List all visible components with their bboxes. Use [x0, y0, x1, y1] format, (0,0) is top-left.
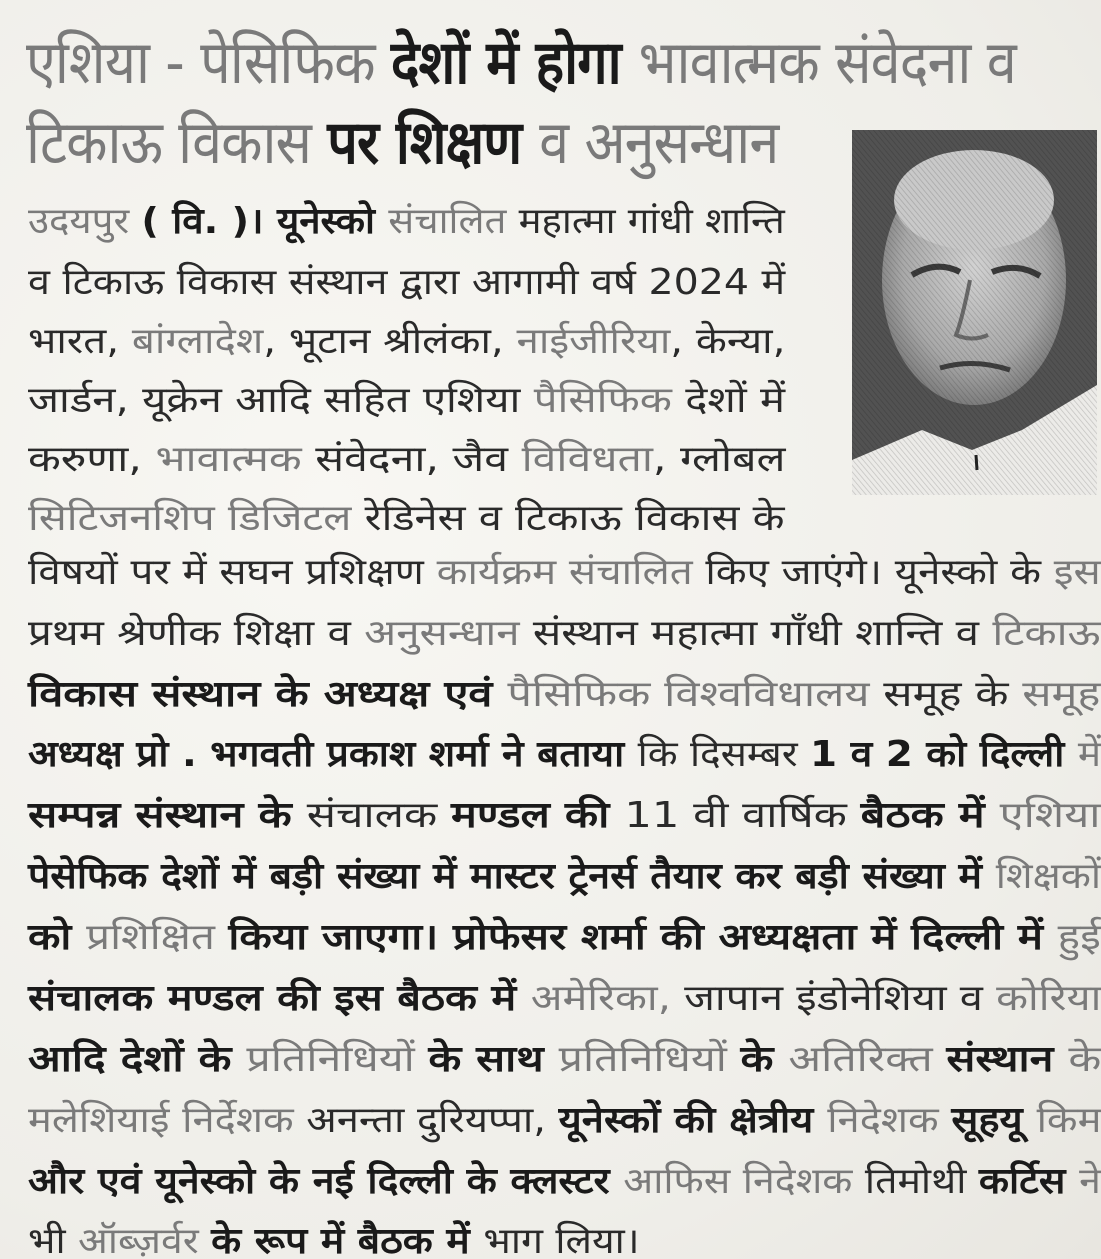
text-run: टिकाऊ विकास — [26, 108, 328, 178]
text-run: महात्मा गांधी शान्ति — [518, 201, 785, 242]
headline-line-1 — [26, 28, 1016, 98]
article-line — [28, 977, 1101, 1021]
text-run: विविधता — [521, 439, 653, 480]
text-run: पैसिफिक विश्वविधालय — [507, 674, 884, 715]
article-line — [28, 551, 1101, 595]
article-line — [28, 497, 784, 541]
text-run: भावात्मक संवेदना व — [638, 28, 1016, 98]
article-line — [28, 855, 1101, 899]
portrait-photo — [852, 130, 1097, 495]
text-run: भाग लिया। — [483, 1221, 640, 1259]
portrait-image — [852, 130, 1097, 495]
article-line — [28, 379, 785, 423]
text-run: किम — [1036, 1100, 1101, 1141]
text-run: , केन्या, — [670, 321, 786, 362]
article-line — [28, 673, 1100, 717]
text-run: भी — [28, 1221, 78, 1259]
text-run: ऑब्ज़र्वर — [77, 1221, 212, 1259]
text-run: आफिस निदेशक — [623, 1161, 865, 1202]
text-run: संचालित — [388, 201, 519, 242]
text-run: शिक्षकों — [995, 856, 1101, 897]
text-run: मण्डल की — [450, 795, 625, 836]
article-line — [28, 1220, 640, 1259]
text-run: समूह के — [883, 674, 1023, 715]
text-run: सूहयू — [951, 1100, 1037, 1141]
text-run: निदेशक — [827, 1100, 952, 1141]
text-run: के — [740, 1039, 789, 1080]
text-run: अध्यक्ष प्रो . — [28, 734, 211, 775]
text-run: देशों में — [685, 380, 786, 421]
text-run: के साथ — [428, 1039, 559, 1080]
article-line — [28, 1099, 1101, 1143]
text-run: टिकाऊ — [992, 613, 1101, 654]
text-run: प्रतिनिधियों — [246, 1039, 429, 1080]
text-run: अमेरिका, — [530, 978, 685, 1019]
text-run: तिमोथी — [864, 1161, 979, 1202]
text-run: समूह — [1022, 674, 1101, 715]
text-run: और एवं यूनेस्को के नई दिल्ली के क्लस्टर — [28, 1161, 624, 1202]
text-run: , ग्लोबल — [652, 439, 786, 480]
text-run: भगवती प्रकाश शर्मा ने बताया — [210, 734, 638, 775]
text-run: को — [28, 917, 87, 958]
text-run: यूनेस्कों की क्षेत्रीय — [558, 1100, 828, 1141]
article-line — [28, 261, 785, 305]
text-run: 1 व 2 को दिल्ली — [809, 734, 1078, 775]
text-run: किया जाएगा। प्रोफेसर शर्मा की अध्यक्षता में दिल्ली में — [228, 917, 1058, 958]
text-run: पर शिक्षण — [327, 108, 540, 178]
text-run: किए जाएंगे। यूनेस्को के — [705, 552, 1054, 593]
text-run: हुई — [1057, 917, 1101, 958]
text-run: पैसिफिक — [533, 380, 686, 421]
text-run: ( वि. )। यूनेस्को — [141, 201, 389, 242]
text-run: के — [1068, 1039, 1101, 1080]
text-run: देशों में होगा — [390, 28, 639, 98]
text-run: अनुसन्धान — [364, 613, 533, 654]
article-line — [28, 916, 1101, 960]
text-run: अतिरिक्त — [788, 1039, 947, 1080]
text-run: सम्पन्न संस्थान के — [28, 795, 307, 836]
text-run: भावात्मक — [155, 439, 316, 480]
text-run: एशिया — [999, 795, 1101, 836]
text-run: इस — [1053, 552, 1101, 593]
text-run: कोरिया — [996, 978, 1101, 1019]
text-run: कार्यक्रम संचालित — [436, 552, 706, 593]
article-line — [28, 1038, 1101, 1082]
text-run: प्रतिनिधियों — [558, 1039, 741, 1080]
text-run: संस्थान महात्मा गाँधी शान्ति व — [532, 613, 993, 654]
text-run: पेसेफिक देशों में बड़ी संख्या में मास्टर ट्रेनर्स तैयार कर बड़ी संख्या में — [28, 856, 996, 897]
article-line — [28, 438, 785, 482]
text-run: विकास संस्थान के अध्यक्ष एवं — [28, 674, 508, 715]
text-run: संवेदना, जैव — [315, 439, 522, 480]
text-run: प्रथम श्रेणीक शिक्षा व — [28, 613, 365, 654]
text-run: व टिकाऊ विकास संस्थान द्वारा आगामी वर्ष 2024 में — [28, 262, 786, 303]
text-run: उदयपुर — [28, 201, 142, 242]
text-run: करुणा, — [28, 439, 156, 480]
text-run: अनन्ता दुरियप्पा, — [306, 1100, 559, 1141]
text-run: बांग्लादेश — [131, 321, 264, 362]
text-run: सिटिजनशिप डिजिटल — [28, 498, 365, 539]
text-run: आदि देशों के — [28, 1039, 247, 1080]
text-run: बैठक में — [860, 795, 1000, 836]
text-run: कि दिसम्बर — [637, 734, 810, 775]
text-run: मलेशियाई निर्देशक — [28, 1100, 307, 1141]
headline-line-2 — [26, 108, 778, 178]
text-run: जार्डन, यूक्रेन आदि सहित एशिया — [28, 380, 534, 421]
text-run: जापान इंडोनेशिया व — [684, 978, 997, 1019]
text-run: एशिया - पेसिफिक — [26, 28, 391, 98]
article-line — [28, 320, 785, 364]
article-line — [28, 733, 1101, 777]
text-run: व अनुसन्धान — [539, 108, 779, 178]
text-run: , भूटान श्रीलंका, — [263, 321, 517, 362]
text-run: 11 वी वार्षिक — [624, 795, 861, 836]
text-run: संचालक — [306, 795, 451, 836]
text-run: प्रशिक्षित — [86, 917, 229, 958]
text-run: नाईजीरिया — [516, 321, 671, 362]
text-run: कर्टिस — [978, 1161, 1080, 1202]
article-line — [28, 612, 1100, 656]
article-line — [28, 200, 785, 244]
article-line — [28, 794, 1101, 838]
article-line — [28, 1160, 1101, 1204]
text-run: के रूप में बैठक में — [211, 1221, 484, 1259]
text-run: विषयों पर में सघन प्रशिक्षण — [28, 552, 437, 593]
text-run: रेडिनेस व टिकाऊ विकास के — [364, 498, 785, 539]
text-run: में — [1077, 734, 1101, 775]
text-run: ने — [1079, 1161, 1101, 1202]
text-run: संस्थान — [946, 1039, 1069, 1080]
text-run: संचालक मण्डल की इस बैठक में — [28, 978, 531, 1019]
text-run: भारत, — [28, 321, 132, 362]
